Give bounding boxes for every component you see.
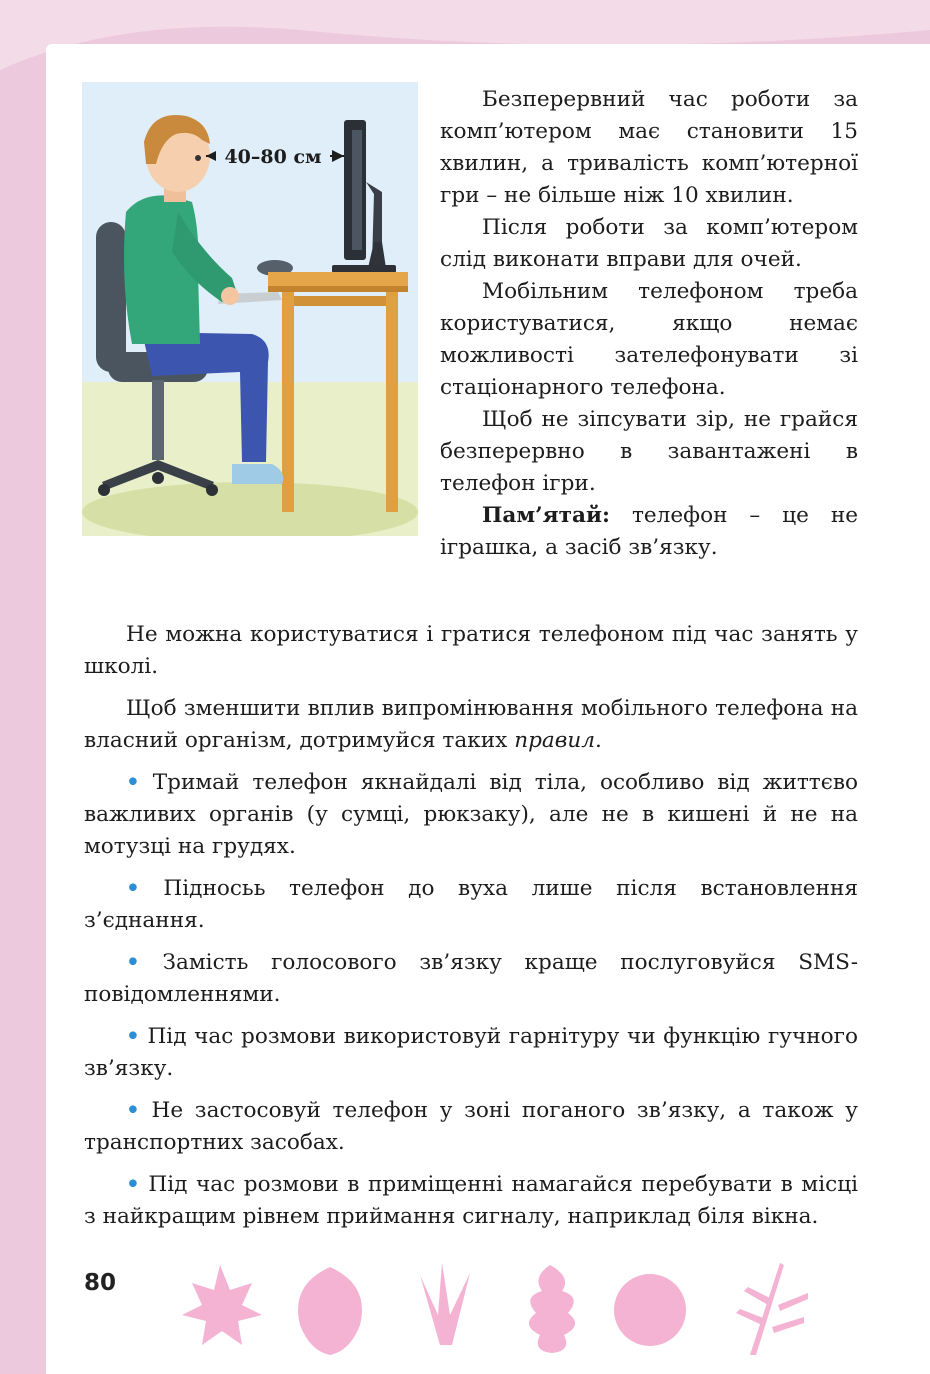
computer-posture-illustration (82, 82, 418, 536)
remember-label: Пам’ятай: (482, 503, 610, 528)
bullet-text: Під час розмови використовуй гарнітуру чи функцію гучного зв’язку. (84, 1024, 858, 1081)
chestnut-leaf-icon (420, 1263, 470, 1345)
bullet-text: Тримай телефон якнайдалі від тіла, особливо від життєво важливих органів (у сумці, рюкзаку), але не в кишені й не на мотузці на грудях. (84, 770, 858, 859)
pine-branch-icon (736, 1263, 808, 1355)
bullet-dot-icon: • (126, 950, 140, 975)
paragraph-remember (440, 500, 858, 564)
decorative-leaves (180, 1255, 880, 1365)
paragraph-school-rule: Не можна користуватися і гратися телефоном під час занять у школі. (84, 622, 858, 679)
distance-label: 40–80 см (224, 146, 322, 168)
rules-word: правил (514, 728, 596, 753)
radiation-intro-text: Щоб зменшити вплив випромінювання мобільного телефона на власний організм, дотримуйся таких (84, 696, 858, 753)
bullet-dot-icon: • (126, 1098, 140, 1123)
bullet-text: Замість голосового зв’язку краще послуговуйся SMS-повідомленнями. (84, 950, 858, 1007)
round-leaf-icon (298, 1267, 362, 1355)
bullet-text: Під час розмови в приміщенні намагайся перебувати в місці з найкращим рівнем приймання сигналу, наприклад біля вікна. (84, 1172, 858, 1229)
bullet-item (84, 1169, 858, 1233)
radiation-intro-end: . (595, 728, 602, 753)
paragraph-eyesight-games: Щоб не зіпсувати зір, не грайся безперервно в завантажені в телефон ігри. (440, 407, 858, 496)
round-shape-icon (614, 1274, 686, 1346)
bullet-text: Підносьь телефон до вуха лише після встановлення з’єднання. (84, 876, 858, 933)
paragraph-radiation-intro (84, 693, 858, 757)
oak-leaf-icon (529, 1265, 575, 1353)
full-text-column (84, 619, 858, 1233)
bullet-item (84, 947, 858, 1011)
maple-leaf-icon (182, 1265, 262, 1345)
bullet-item (84, 873, 858, 937)
bullet-item (84, 767, 858, 863)
bullet-dot-icon: • (126, 876, 140, 901)
bullet-dot-icon: • (126, 770, 140, 795)
paragraph-eye-exercises: Після роботи за комп’ютером слід виконати вправи для очей. (440, 215, 858, 272)
bullet-item (84, 1095, 858, 1159)
paragraph-mobile-usage: Мобільним телефоном треба користуватися, якщо немає можливості зателефонувати зі стаціонарного телефона. (440, 279, 858, 400)
bullet-text: Не застосовуй телефон у зоні поганого зв’язку, а також у транспортних засобах. (84, 1098, 858, 1155)
bullet-dot-icon: • (126, 1024, 140, 1049)
page-number: 80 (84, 1270, 117, 1296)
right-text-column (440, 84, 858, 564)
bullet-item (84, 1021, 858, 1085)
bullet-dot-icon: • (126, 1172, 140, 1197)
remember-text: телефон – це не іграшка, а засіб зв’язку. (440, 503, 858, 560)
paragraph-work-time: Безперервний час роботи за комп’ютером має становити 15 хвилин, а тривалість комп’ютерної гри – не більше ніж 10 хвилин. (440, 87, 858, 208)
